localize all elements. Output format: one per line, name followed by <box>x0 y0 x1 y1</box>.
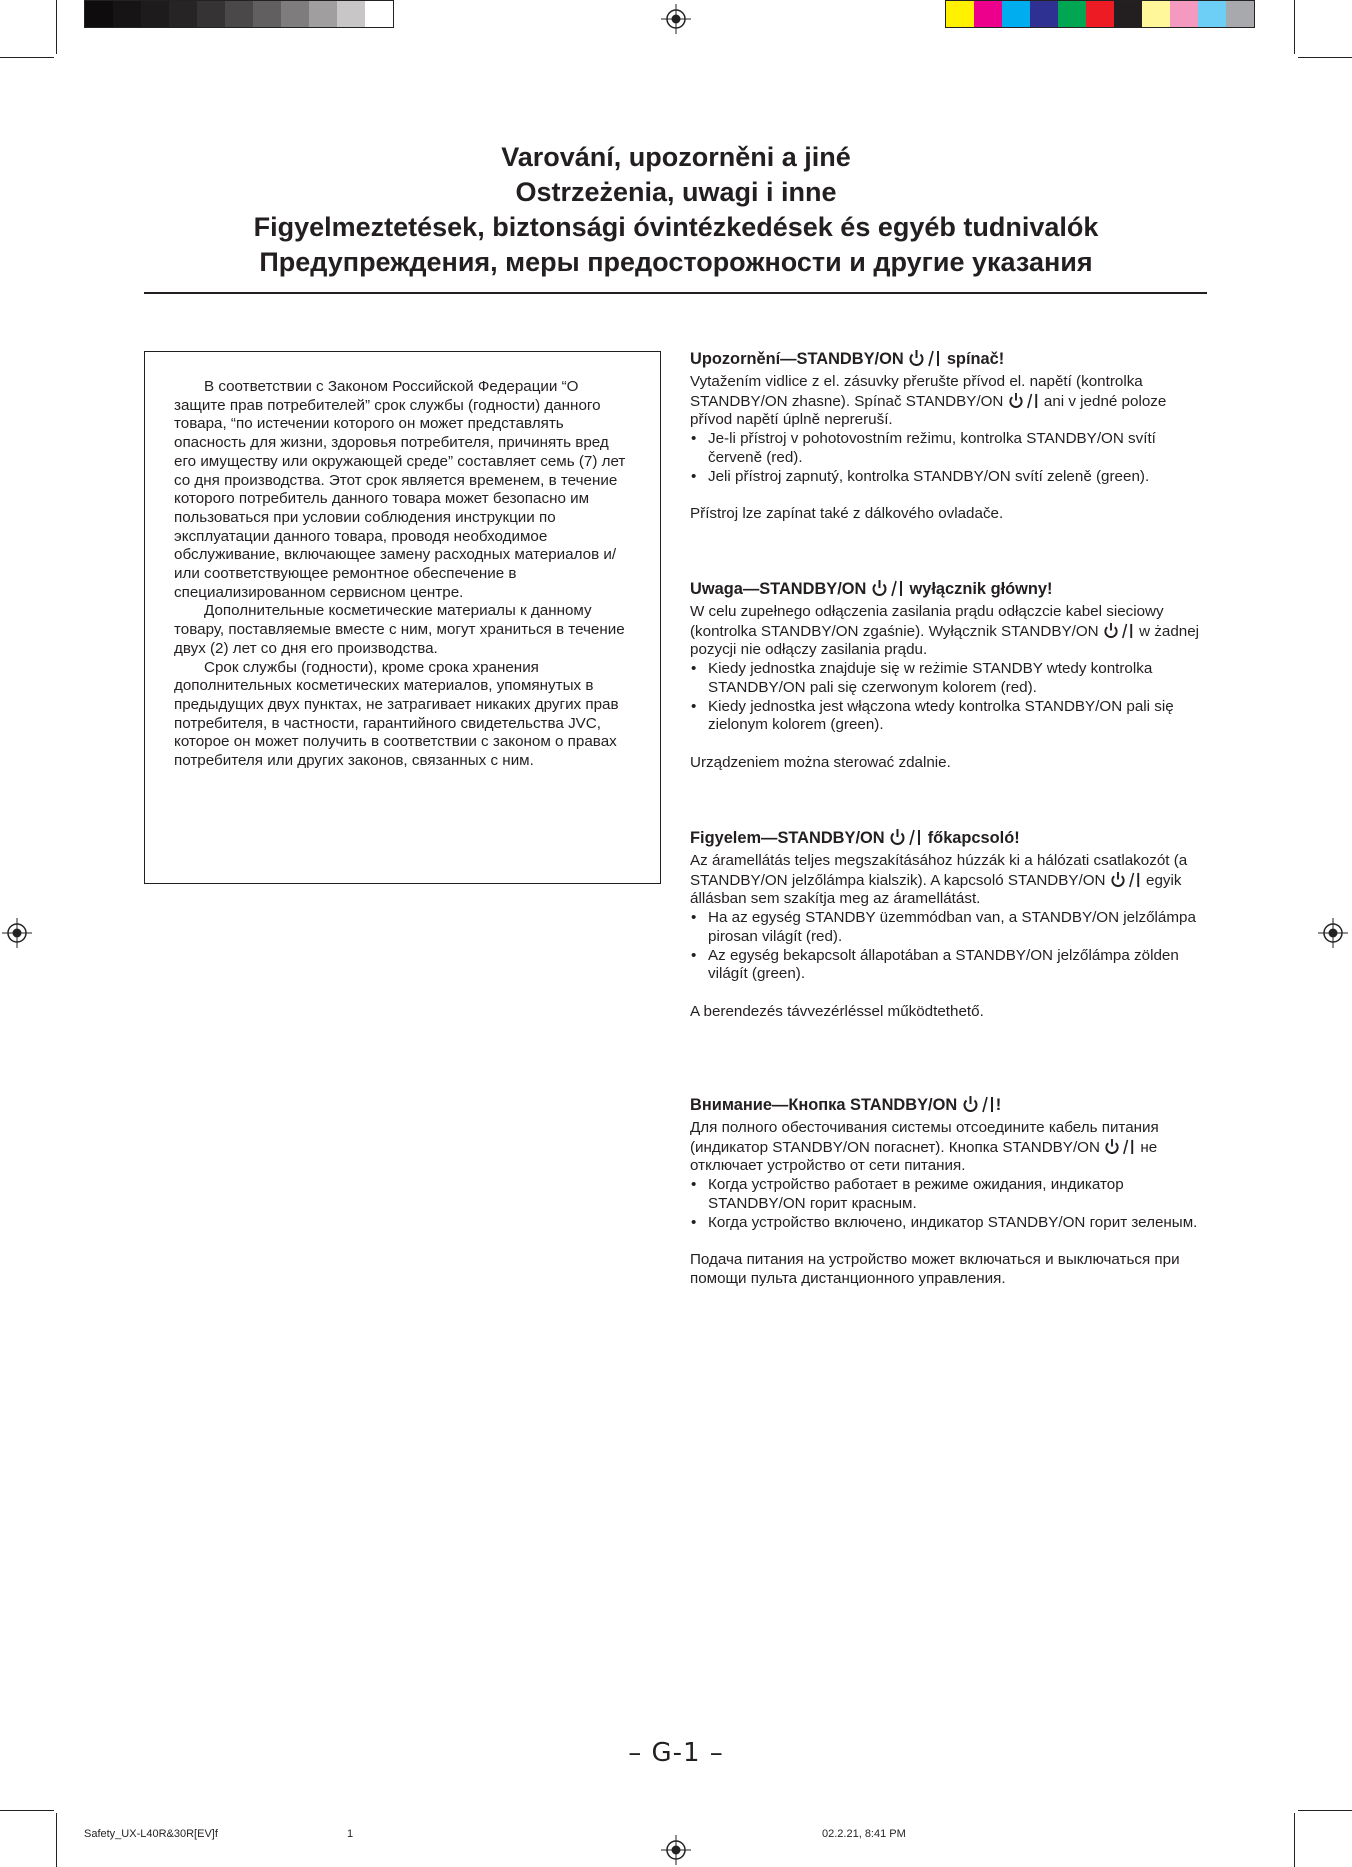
crop-mark <box>1294 0 1295 54</box>
color-swatch <box>1198 1 1226 27</box>
notice-paragraph: Срок службы (годности), кроме срока хранения дополнительных косметических материалов, упомянутых в предыдущих двух пунктах, не затрагивает никаких других прав потребителя, в частности, гарантийного свидетельства JVC, которое он может получить в соответствии с законом о правах потребителя или других законов, связанных с ним. <box>174 658 619 770</box>
color-swatch <box>197 1 225 27</box>
color-swatch <box>1030 1 1058 27</box>
crop-mark <box>56 0 57 54</box>
standby-power-icon <box>908 349 942 367</box>
list-item: • Je-li přístroj v pohotovostním režimu, kontrolka STANDBY/ON svítí červeně (red). <box>690 430 1210 467</box>
registration-mark-icon <box>1318 918 1348 948</box>
color-swatch <box>1226 1 1254 27</box>
title-divider <box>144 292 1207 294</box>
section-body: Vytažením vidlice z el. zásuvky přerušte přívod el. napětí (kontrolka STANDBY/ON zhasne). Spínač STANDBY/ON ani v jedné poloze přívod napětí úplně nepreruší. <box>690 373 1167 429</box>
remote-note: A berendezés távvezérléssel működtethető. <box>690 1002 984 1020</box>
standby-power-icon <box>1110 871 1142 888</box>
standby-power-icon <box>1104 1138 1136 1155</box>
process-color-bar <box>945 0 1255 28</box>
notice-paragraph: В соответствии с Законом Российской Федерации “О защите прав потребителей” срок службы (годности) данного товара, “по истечении которого он может представлять опасность для жизни, здоровья потребителя, причинять вред его имуществу или окружающей среде” составляет семь (7) лет со дня производства. Этот срок является временем, в течение которого потребитель данного товара может безопасно им пользоваться при условии соблюдения инструкции по эксплуатации данного товара, проводя необходимое обслуживание, включающее замену расходных материалов и/или соответствующее ремонтное обеспечение в специализированном сервисном центре. <box>174 378 626 601</box>
crop-mark <box>56 1813 57 1867</box>
color-swatch <box>309 1 337 27</box>
page-title <box>0 140 1352 280</box>
section-heading: Figyelem—STANDBY/ON főkapcsoló! <box>690 829 1020 847</box>
status-list <box>690 1176 1210 1232</box>
list-item: • Когда устройство работает в режиме ожидания, индикатор STANDBY/ON горит красным. <box>690 1176 1210 1213</box>
color-swatch <box>85 1 113 27</box>
standby-power-icon <box>1008 392 1040 409</box>
registration-mark-icon <box>2 918 32 948</box>
section-russian <box>690 1095 1210 1288</box>
section-body: Для полного обесточивания системы отсоедините кабель питания (индикатор STANDBY/ON погаснет). Кнопка STANDBY/ON не отключает устройство от сети питания. <box>690 1119 1159 1175</box>
list-item: • Ha az egység STANDBY üzemmódban van, a STANDBY/ON jelzőlámpa pirosan világít (red). <box>690 909 1210 946</box>
color-swatch <box>1058 1 1086 27</box>
color-swatch <box>1170 1 1198 27</box>
page-number: – G-1 – <box>628 1738 724 1768</box>
footer-date: 02.2.21, 8:41 PM <box>822 1828 906 1840</box>
list-item: • Когда устройство включено, индикатор STANDBY/ON горит зеленым. <box>690 1214 1210 1233</box>
list-item: • Jeli přístroj zapnutý, kontrolka STANDBY/ON svítí zeleně (green). <box>690 468 1210 487</box>
footer-page: 1 <box>347 1828 354 1840</box>
color-swatch <box>169 1 197 27</box>
color-swatch <box>946 1 974 27</box>
color-swatch <box>225 1 253 27</box>
remote-note: Urządzeniem można sterować zdalnie. <box>690 753 951 771</box>
color-swatch <box>1086 1 1114 27</box>
standby-power-icon <box>1103 622 1135 639</box>
color-swatch <box>365 1 393 27</box>
color-swatch <box>113 1 141 27</box>
title-polish: Ostrzeżenia, uwagi i inne <box>515 177 837 207</box>
standby-power-icon <box>871 579 905 597</box>
color-swatch <box>1142 1 1170 27</box>
list-item: • Kiedy jednostka znajduje się w reżimie STANDBY wtedy kontrolka STANDBY/ON pali się czerwonym kolorem (red). <box>690 660 1210 697</box>
section-czech <box>690 349 1210 524</box>
section-heading: Upozornění—STANDBY/ON spínač! <box>690 350 1005 368</box>
color-swatch <box>281 1 309 27</box>
status-list <box>690 909 1210 984</box>
color-swatch <box>141 1 169 27</box>
title-hungarian: Figyelmeztetések, biztonsági óvintézkedések és egyéb tudnivalók <box>253 212 1099 242</box>
section-hungarian <box>690 828 1210 1021</box>
color-swatch <box>1002 1 1030 27</box>
title-russian: Предупреждения, меры предосторожности и другие указания <box>259 247 1093 277</box>
color-swatch <box>1114 1 1142 27</box>
registration-mark-icon <box>661 1835 691 1865</box>
russian-service-life-notice <box>144 351 661 884</box>
crop-mark <box>1298 1810 1352 1811</box>
section-heading: Внимание—Кнопка STANDBY/ON ! <box>690 1096 1002 1114</box>
list-item: • Kiedy jednostka jest włączona wtedy kontrolka STANDBY/ON pali się zielonym kolorem (green). <box>690 698 1210 735</box>
registration-mark-icon <box>661 4 691 34</box>
notice-paragraph: Дополнительные косметические материалы к данному товару, поставляемые вместе с ним, могут храниться в течение двух (2) лет со дня его производства. <box>174 602 625 657</box>
color-swatch <box>337 1 365 27</box>
crop-mark <box>1294 1813 1295 1867</box>
color-swatch <box>974 1 1002 27</box>
crop-mark <box>0 1810 54 1811</box>
footer-filename: Safety_UX-L40R&30R[EV]f <box>84 1828 218 1840</box>
title-czech: Varování, upozorněni a jiné <box>501 142 851 172</box>
remote-note: Подача питания на устройство может включаться и выключаться при помощи пульта дистанционного управления. <box>690 1250 1180 1287</box>
standby-power-icon <box>889 828 923 846</box>
section-polish <box>690 579 1210 772</box>
status-list <box>690 660 1210 735</box>
status-list <box>690 430 1210 486</box>
grayscale-color-bar <box>84 0 394 28</box>
section-body: Az áramellátás teljes megszakításához húzzák ki a hálózati csatlakozót (a STANDBY/ON jelzőlámpa kialszik). A kapcsoló STANDBY/ON egyik állásban sem szakítja meg az áramellátást. <box>690 852 1188 908</box>
section-body: W celu zupełnego odłączenia zasilania prądu odłączcie kabel sieciowy (kontrolka STANDBY/ON zgaśnie). Wyłącznik STANDBY/ON w żadnej pozycji nie odłączy zasilania prądu. <box>690 603 1200 659</box>
color-swatch <box>253 1 281 27</box>
standby-power-icon <box>962 1095 996 1113</box>
remote-note: Přístroj lze zapínat také z dálkového ovladače. <box>690 504 1004 522</box>
crop-mark <box>1298 57 1352 58</box>
list-item: • Az egység bekapcsolt állapotában a STANDBY/ON jelzőlámpa zölden világít (green). <box>690 947 1210 984</box>
section-heading: Uwaga—STANDBY/ON wyłącznik główny! <box>690 580 1053 598</box>
crop-mark <box>0 57 54 58</box>
